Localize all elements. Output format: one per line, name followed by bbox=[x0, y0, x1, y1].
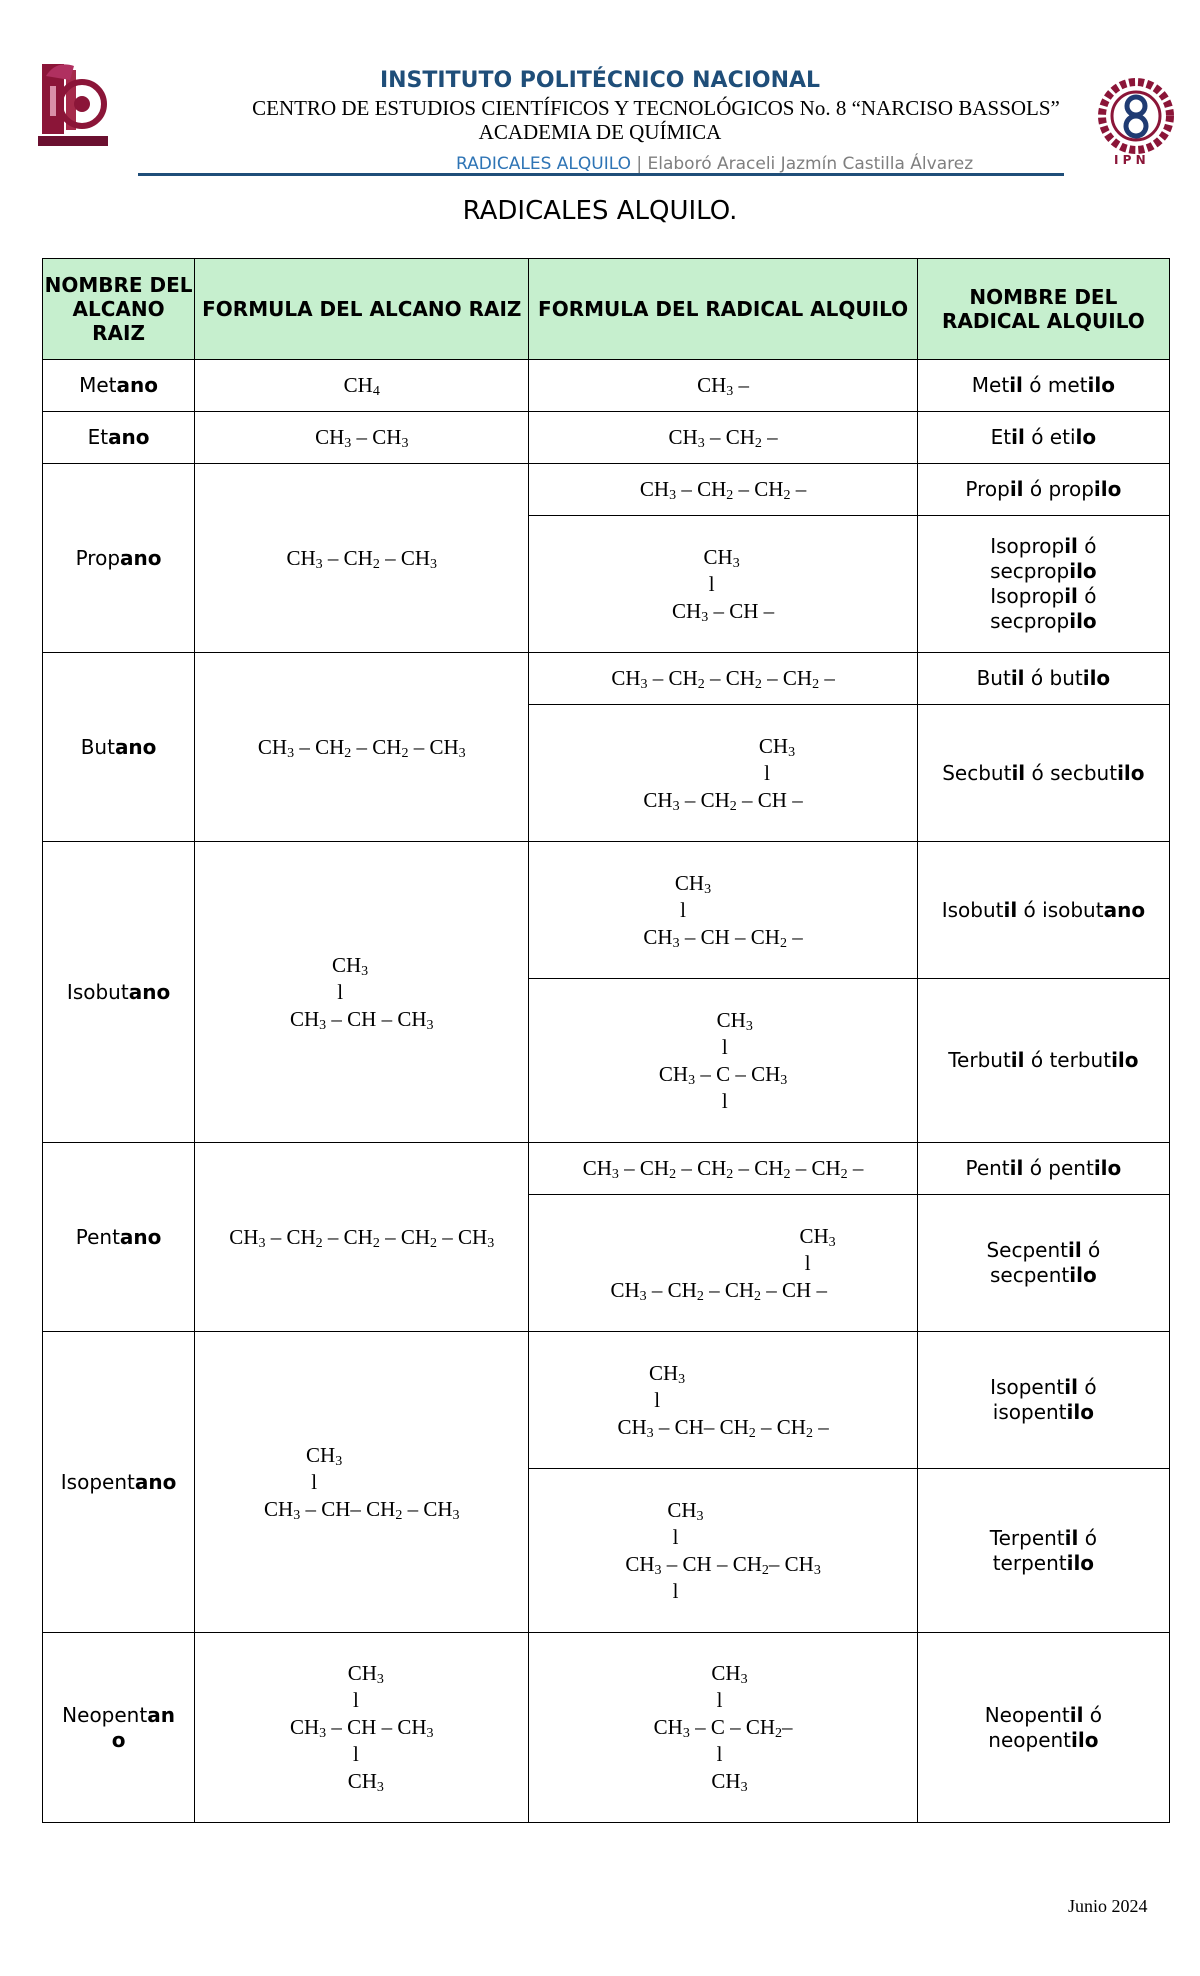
radical-name: Isopropil ó secpropilo Isopropil ó secpropilo bbox=[917, 516, 1169, 653]
header-radical-name: NOMBRE DEL RADICAL ALQUILO bbox=[917, 259, 1169, 360]
radical-formula: $CH_3 - CH_2 - CH_2$ – bbox=[529, 464, 917, 516]
alkane-formula: $CH_3 - CH_2 - CH_2 - CH_3$ bbox=[195, 653, 529, 842]
alkane-name: Neopentan o bbox=[43, 1633, 195, 1823]
table-row bbox=[43, 360, 1170, 412]
page-title: RADICALES ALQUILO. bbox=[462, 196, 738, 226]
radical-name: Isopentil ó isopentilo bbox=[917, 1332, 1169, 1469]
radical-name: Pentil ó pentilo bbox=[917, 1143, 1169, 1195]
radical-formula: $CH_3$ l $CH_3$ – CH – $CH_2-$ $CH_3$ l bbox=[529, 1469, 917, 1633]
radical-formula: $CH_3$ l $CH_3$ – CH – bbox=[529, 516, 917, 653]
alkane-formula: $CH_3$ l $CH_3$ – CH – $CH_3$ bbox=[195, 842, 529, 1143]
radical-formula: $CH_3$ l $CH_3$ – C – $CH_3$ l bbox=[529, 979, 917, 1143]
radical-name: Terbutil ó terbutilo bbox=[917, 979, 1169, 1143]
radicals-table bbox=[42, 258, 1170, 1823]
radical-formula: $CH_3$ l $CH_3 - CH_2$ – CH – bbox=[529, 705, 917, 842]
svg-text:I P N: I P N bbox=[1114, 153, 1146, 166]
header-alkane-name: NOMBRE DEL ALCANO RAIZ bbox=[43, 259, 195, 360]
center-name: CENTRO DE ESTUDIOS CIENTÍFICOS Y TECNOLÓGICOS No. 8 “NARCISO BASSOLS” bbox=[252, 96, 1060, 120]
radical-formula: $CH_3$ – bbox=[529, 360, 917, 412]
header-alkane-formula: FORMULA DEL ALCANO RAIZ bbox=[195, 259, 529, 360]
alkane-name: Etano bbox=[43, 412, 195, 464]
header-radical-formula: FORMULA DEL RADICAL ALQUILO bbox=[529, 259, 917, 360]
table-row bbox=[43, 1633, 1170, 1823]
radical-formula: $CH_3$ l $CH_3 - CH-$ $CH_2 - CH_2$ – bbox=[529, 1332, 917, 1469]
alkane-formula: $CH_4$ bbox=[195, 360, 529, 412]
radical-name: Etil ó etilo bbox=[917, 412, 1169, 464]
doc-header-line bbox=[456, 154, 973, 174]
alkane-name: Isobutano bbox=[43, 842, 195, 1143]
author: Elaboró Araceli Jazmín Castilla Álvarez bbox=[647, 154, 974, 174]
alkane-formula: $CH_3 - CH_2 - CH_2 - CH_2 - CH_3$ bbox=[195, 1143, 529, 1332]
alkane-name: Metano bbox=[43, 360, 195, 412]
radical-name: Metil ó metilo bbox=[917, 360, 1169, 412]
radical-name: Neopentil ó neopentilo bbox=[917, 1633, 1169, 1823]
radical-formula: $CH_3$ l $CH_3$ – C – $CH_2-$ l $CH_3$ bbox=[529, 1633, 917, 1823]
radical-formula: $CH_3 - CH_2 - CH_2 - CH_2 - CH_2$ – bbox=[529, 1143, 917, 1195]
radical-name: Terpentil ó terpentilo bbox=[917, 1469, 1169, 1633]
alkane-formula: $CH_3 - CH_2 - CH_3$ bbox=[195, 464, 529, 653]
radical-formula: $CH_3 - CH_2$ – bbox=[529, 412, 917, 464]
radical-formula: $CH_3 - CH_2 - CH_2 - CH_2$ – bbox=[529, 653, 917, 705]
header-divider bbox=[138, 173, 1064, 176]
alkane-name: Isopentano bbox=[43, 1332, 195, 1633]
radical-formula: $CH_3$ l $CH_3 - CH_2 - CH_2$ – CH – bbox=[529, 1195, 917, 1332]
alkane-name: Butano bbox=[43, 653, 195, 842]
table-row bbox=[43, 464, 1170, 516]
doc-title: RADICALES ALQUILO bbox=[456, 154, 631, 174]
table-header-row bbox=[43, 259, 1170, 360]
alkane-name: Propano bbox=[43, 464, 195, 653]
table-row bbox=[43, 412, 1170, 464]
table-row bbox=[43, 653, 1170, 705]
table-row bbox=[43, 1143, 1170, 1195]
alkane-formula: $CH_3 - CH_3$ bbox=[195, 412, 529, 464]
academy-name: ACADEMIA DE QUÍMICA bbox=[478, 120, 722, 144]
radical-name: Propil ó propilo bbox=[917, 464, 1169, 516]
radical-name: Isobutil ó isobutano bbox=[917, 842, 1169, 979]
table-row bbox=[43, 1332, 1170, 1469]
header-separator: | bbox=[636, 154, 643, 174]
alkane-formula: $CH_3$ l $CH_3$ – CH – $CH_3$ l $CH_3$ bbox=[195, 1633, 529, 1823]
radical-formula: $CH_3$ l $CH_3$ – CH – $CH_2$ – bbox=[529, 842, 917, 979]
footer-date: Junio 2024 bbox=[1068, 1896, 1148, 1916]
radical-name: Secbutil ó secbutilo bbox=[917, 705, 1169, 842]
center-name-wrap bbox=[0, 96, 1200, 121]
radical-name: Butil ó butilo bbox=[917, 653, 1169, 705]
institution-name: INSTITUTO POLITÉCNICO NACIONAL bbox=[379, 68, 821, 93]
alkane-name: Pentano bbox=[43, 1143, 195, 1332]
alkane-formula: $CH_3$ l $CH_3 - CH-$ $CH_2 - CH_3$ bbox=[195, 1332, 529, 1633]
table-row bbox=[43, 842, 1170, 979]
radical-name: Secpentil ó secpentilo bbox=[917, 1195, 1169, 1332]
